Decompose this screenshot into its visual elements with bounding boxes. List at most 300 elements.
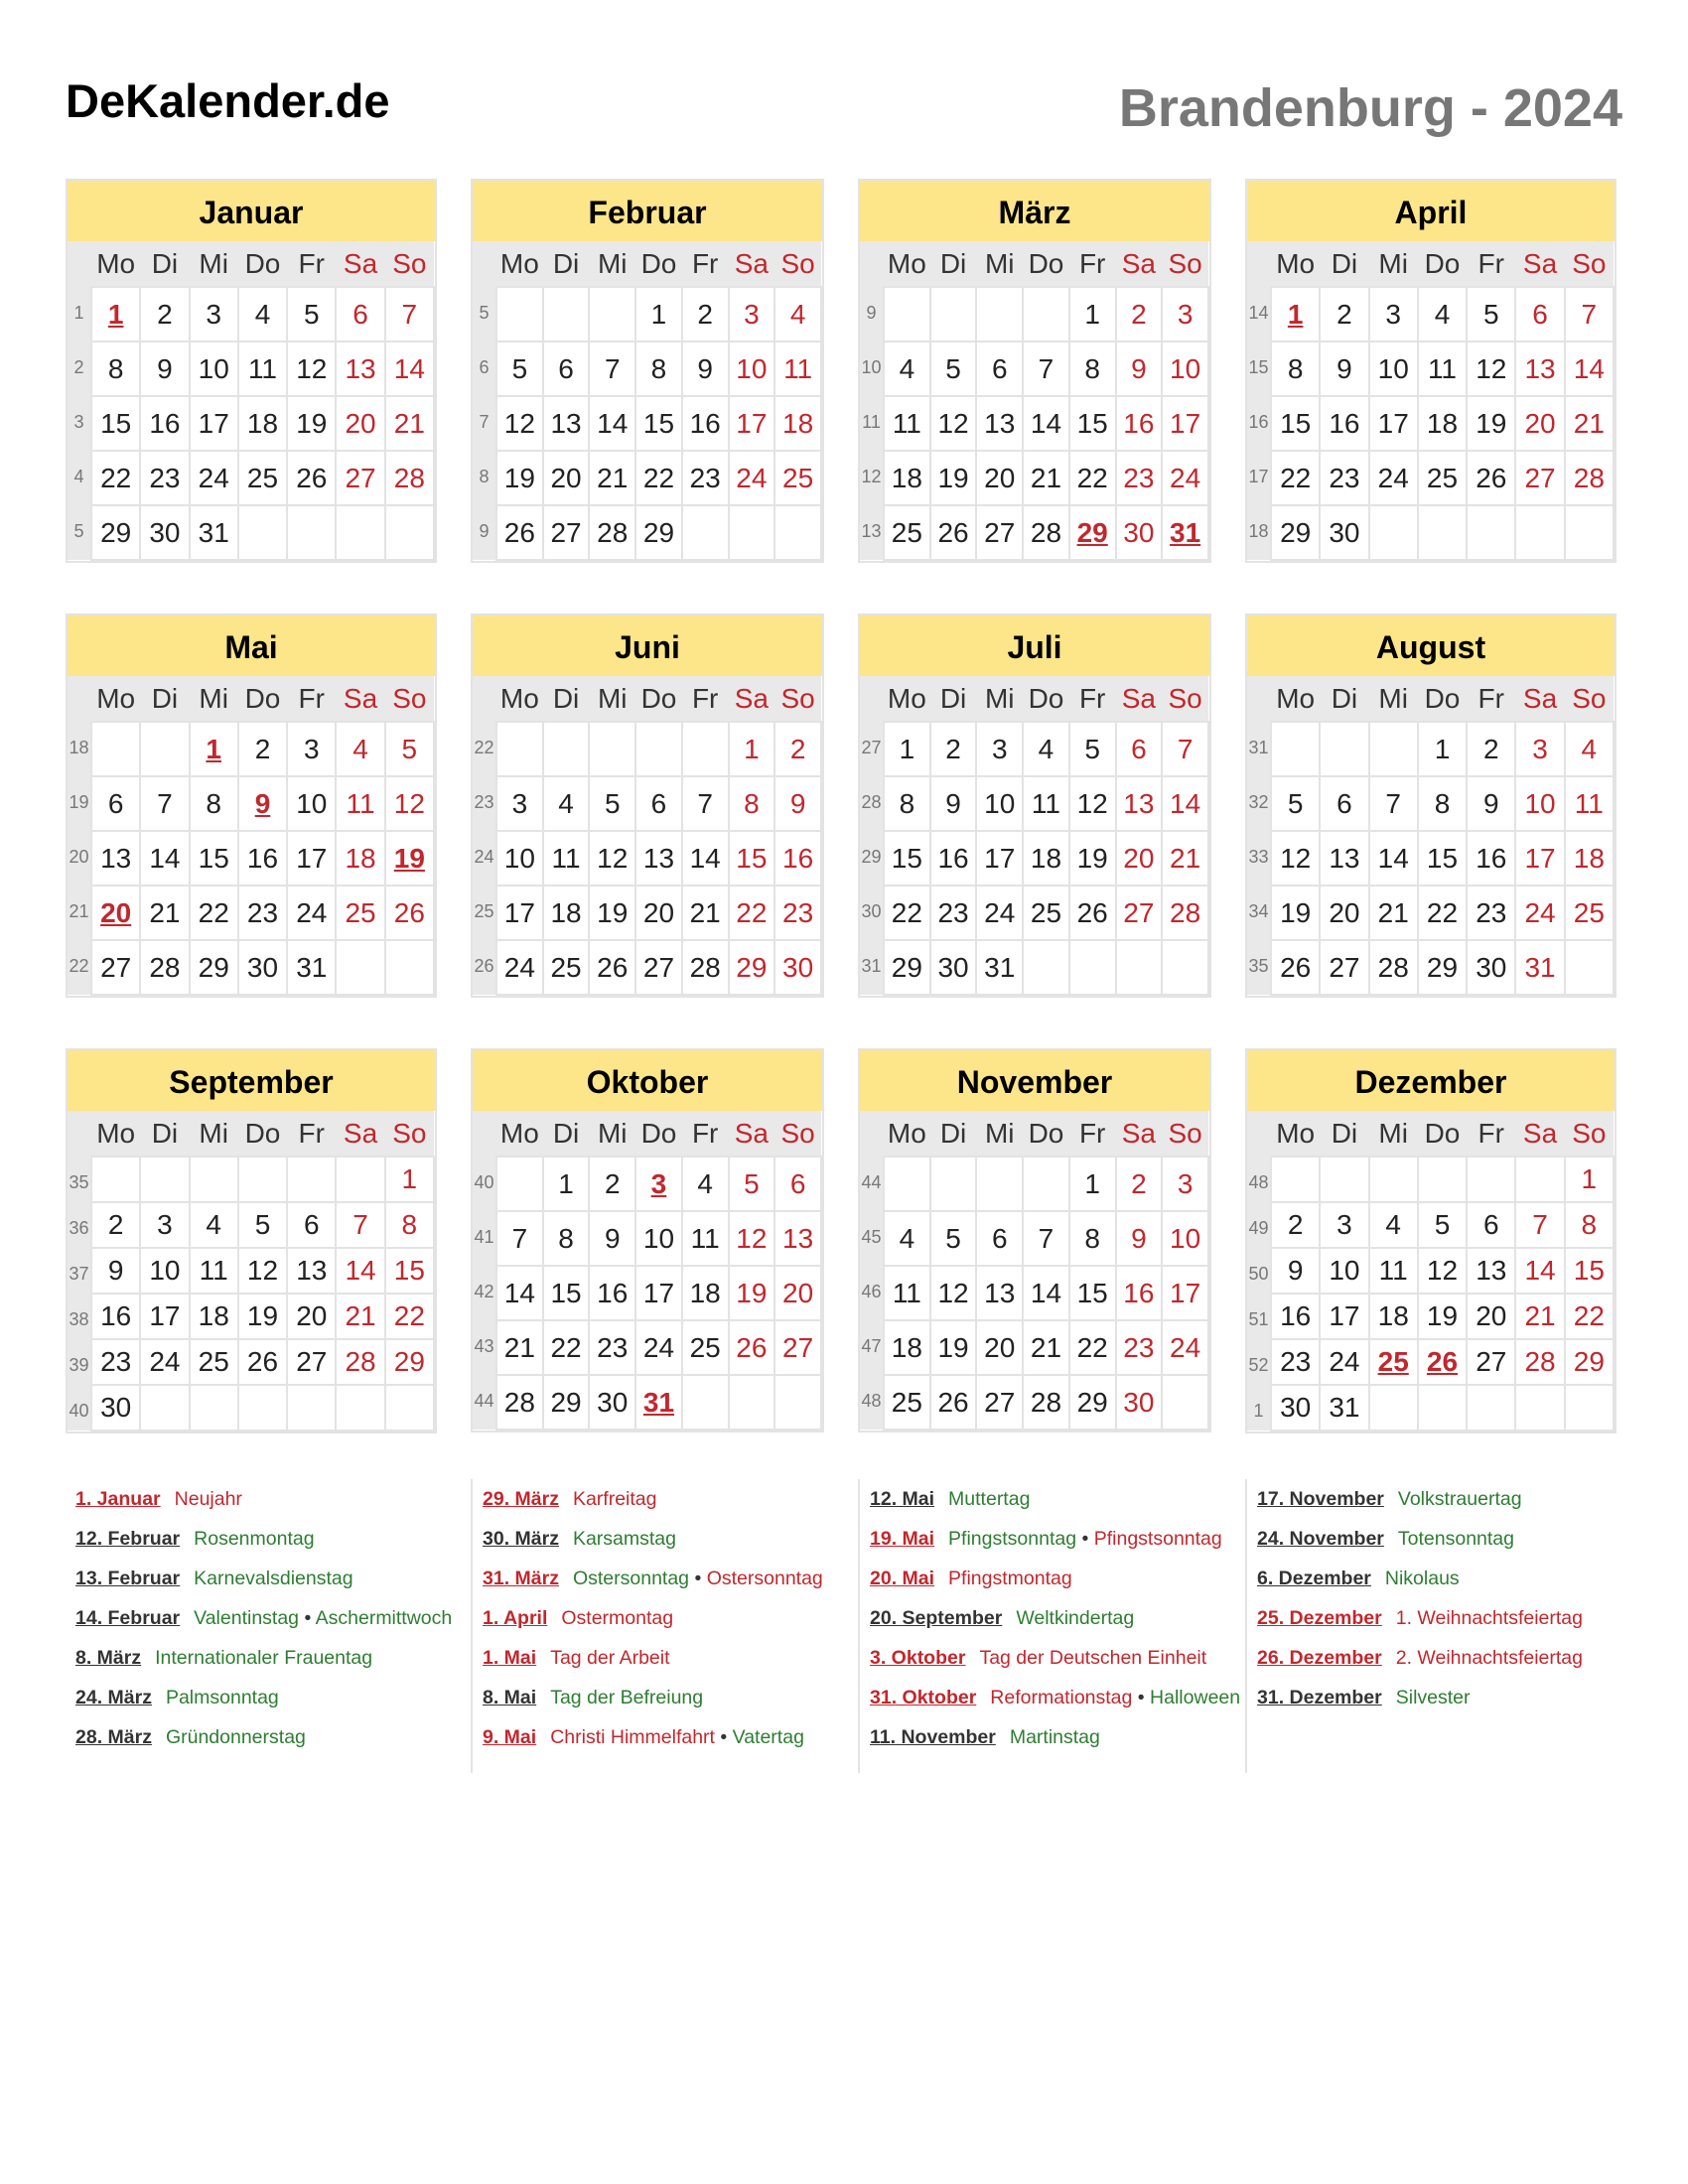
day-cell[interactable]: 29 [1069,1375,1116,1430]
day-cell[interactable]: 27 [635,940,682,995]
day-cell[interactable]: 5 [1418,1202,1467,1248]
holiday-date[interactable]: 28. März [75,1726,152,1748]
day-cell[interactable]: 26 [1467,451,1515,505]
day-cell[interactable]: 1 [635,287,682,341]
day-cell[interactable]: 18 [1565,831,1614,886]
day-cell[interactable]: 27 [1116,886,1163,940]
day-cell[interactable]: 29 [385,1339,434,1385]
day-cell[interactable]: 19 [1069,831,1116,886]
day-cell[interactable]: 27 [1320,940,1368,995]
day-cell[interactable]: 20 [1320,886,1368,940]
day-cell[interactable]: 25 [190,1339,238,1385]
day-cell[interactable]: 17 [1320,1294,1368,1339]
day-cell[interactable]: 13 [1515,341,1564,396]
day-cell[interactable]: 19 [930,451,977,505]
day-cell[interactable]: 6 [287,1202,336,1248]
day-cell[interactable]: 6 [91,776,140,831]
day-cell[interactable]: 13 [287,1248,336,1294]
day-cell[interactable]: 27 [543,505,590,560]
day-cell[interactable]: 14 [1515,1248,1564,1294]
day-cell[interactable]: 1 [1069,287,1116,341]
day-cell[interactable]: 13 [543,396,590,451]
day-cell[interactable]: 7 [140,776,189,831]
day-cell[interactable]: 16 [238,831,287,886]
day-cell[interactable]: 19 [385,831,434,886]
day-cell[interactable]: 17 [140,1294,189,1339]
day-cell[interactable]: 5 [1467,287,1515,341]
day-cell[interactable]: 17 [729,396,775,451]
day-cell[interactable]: 7 [336,1202,384,1248]
holiday-date[interactable]: 29. März [483,1488,559,1510]
day-cell[interactable]: 20 [1116,831,1163,886]
day-cell[interactable]: 21 [336,1294,384,1339]
day-cell[interactable]: 21 [1023,1320,1069,1375]
day-cell[interactable]: 5 [930,341,977,396]
day-cell[interactable]: 25 [682,1320,729,1375]
day-cell[interactable]: 19 [589,886,635,940]
day-cell[interactable]: 21 [682,886,729,940]
day-cell[interactable]: 18 [1418,396,1467,451]
day-cell[interactable]: 8 [1271,341,1320,396]
day-cell[interactable]: 7 [682,776,729,831]
day-cell[interactable]: 11 [884,1266,930,1320]
day-cell[interactable]: 6 [976,341,1023,396]
day-cell[interactable]: 23 [238,886,287,940]
day-cell[interactable]: 28 [496,1375,543,1430]
day-cell[interactable]: 14 [336,1248,384,1294]
day-cell[interactable]: 9 [1271,1248,1320,1294]
day-cell[interactable]: 4 [1565,722,1614,776]
day-cell[interactable]: 18 [774,396,821,451]
day-cell[interactable]: 29 [543,1375,590,1430]
day-cell[interactable]: 16 [682,396,729,451]
day-cell[interactable]: 3 [1320,1202,1368,1248]
day-cell[interactable]: 1 [190,722,238,776]
day-cell[interactable]: 16 [774,831,821,886]
day-cell[interactable]: 26 [1418,1339,1467,1385]
day-cell[interactable]: 21 [1369,886,1418,940]
holiday-date[interactable]: 13. Februar [75,1568,181,1589]
day-cell[interactable]: 1 [1271,287,1320,341]
day-cell[interactable]: 24 [1515,886,1564,940]
day-cell[interactable]: 8 [543,1211,590,1266]
day-cell[interactable]: 12 [1271,831,1320,886]
holiday-date[interactable]: 1. Mai [483,1647,537,1669]
day-cell[interactable]: 11 [884,396,930,451]
day-cell[interactable]: 18 [682,1266,729,1320]
day-cell[interactable]: 10 [1515,776,1564,831]
day-cell[interactable]: 11 [336,776,384,831]
day-cell[interactable]: 8 [729,776,775,831]
day-cell[interactable]: 19 [496,451,543,505]
day-cell[interactable]: 6 [1320,776,1368,831]
day-cell[interactable]: 26 [930,505,977,560]
day-cell[interactable]: 5 [1069,722,1116,776]
holiday-date[interactable]: 8. Mai [483,1687,537,1708]
day-cell[interactable]: 29 [91,505,140,560]
day-cell[interactable]: 25 [238,451,287,505]
day-cell[interactable]: 26 [287,451,336,505]
day-cell[interactable]: 29 [1271,505,1320,560]
day-cell[interactable]: 11 [1023,776,1069,831]
day-cell[interactable]: 12 [930,1266,977,1320]
day-cell[interactable]: 6 [635,776,682,831]
day-cell[interactable]: 8 [1069,1211,1116,1266]
holiday-date[interactable]: 9. Mai [483,1726,537,1748]
day-cell[interactable]: 3 [287,722,336,776]
day-cell[interactable]: 25 [543,940,590,995]
holiday-date[interactable]: 20. September [870,1607,1003,1629]
day-cell[interactable]: 25 [774,451,821,505]
day-cell[interactable]: 3 [1369,287,1418,341]
day-cell[interactable]: 11 [1418,341,1467,396]
day-cell[interactable]: 25 [336,886,384,940]
day-cell[interactable]: 7 [1565,287,1614,341]
day-cell[interactable]: 19 [1467,396,1515,451]
day-cell[interactable]: 4 [884,341,930,396]
day-cell[interactable]: 5 [729,1157,775,1211]
day-cell[interactable]: 20 [976,1320,1023,1375]
day-cell[interactable]: 6 [336,287,384,341]
day-cell[interactable]: 10 [287,776,336,831]
day-cell[interactable]: 14 [140,831,189,886]
day-cell[interactable]: 23 [1116,451,1163,505]
day-cell[interactable]: 29 [1069,505,1116,560]
day-cell[interactable]: 9 [1116,341,1163,396]
day-cell[interactable]: 2 [238,722,287,776]
holiday-date[interactable]: 6. Dezember [1257,1568,1371,1589]
day-cell[interactable]: 29 [884,940,930,995]
day-cell[interactable]: 2 [1271,1202,1320,1248]
holiday-date[interactable]: 1. Januar [75,1488,161,1510]
day-cell[interactable]: 30 [1116,505,1163,560]
day-cell[interactable]: 23 [140,451,189,505]
day-cell[interactable]: 11 [1565,776,1614,831]
day-cell[interactable]: 21 [385,396,434,451]
day-cell[interactable]: 4 [682,1157,729,1211]
holiday-date[interactable]: 1. April [483,1607,548,1629]
day-cell[interactable]: 3 [1515,722,1564,776]
day-cell[interactable]: 23 [930,886,977,940]
day-cell[interactable]: 23 [774,886,821,940]
day-cell[interactable]: 28 [1565,451,1614,505]
day-cell[interactable]: 12 [385,776,434,831]
day-cell[interactable]: 22 [190,886,238,940]
day-cell[interactable]: 18 [1369,1294,1418,1339]
day-cell[interactable]: 16 [1271,1294,1320,1339]
day-cell[interactable]: 26 [589,940,635,995]
day-cell[interactable]: 4 [543,776,590,831]
day-cell[interactable]: 28 [336,1339,384,1385]
day-cell[interactable]: 23 [682,451,729,505]
day-cell[interactable]: 19 [1418,1294,1467,1339]
day-cell[interactable]: 22 [1069,451,1116,505]
holiday-date[interactable]: 31. Dezember [1257,1687,1382,1708]
day-cell[interactable]: 2 [682,287,729,341]
day-cell[interactable]: 27 [336,451,384,505]
day-cell[interactable]: 7 [589,341,635,396]
day-cell[interactable]: 6 [543,341,590,396]
day-cell[interactable]: 21 [1565,396,1614,451]
day-cell[interactable]: 6 [1515,287,1564,341]
day-cell[interactable]: 23 [91,1339,140,1385]
day-cell[interactable]: 31 [1515,940,1564,995]
day-cell[interactable]: 27 [1467,1339,1515,1385]
day-cell[interactable]: 23 [1271,1339,1320,1385]
day-cell[interactable]: 27 [976,505,1023,560]
day-cell[interactable]: 11 [682,1211,729,1266]
day-cell[interactable]: 27 [774,1320,821,1375]
day-cell[interactable]: 22 [635,451,682,505]
day-cell[interactable]: 10 [1162,341,1208,396]
day-cell[interactable]: 28 [589,505,635,560]
day-cell[interactable]: 24 [976,886,1023,940]
day-cell[interactable]: 12 [930,396,977,451]
day-cell[interactable]: 14 [1565,341,1614,396]
day-cell[interactable]: 12 [1467,341,1515,396]
day-cell[interactable]: 24 [1162,451,1208,505]
day-cell[interactable]: 11 [190,1248,238,1294]
day-cell[interactable]: 9 [682,341,729,396]
day-cell[interactable]: 11 [543,831,590,886]
day-cell[interactable]: 25 [884,1375,930,1430]
day-cell[interactable]: 24 [190,451,238,505]
day-cell[interactable]: 7 [1162,722,1208,776]
day-cell[interactable]: 26 [1271,940,1320,995]
day-cell[interactable]: 20 [287,1294,336,1339]
day-cell[interactable]: 21 [1515,1294,1564,1339]
day-cell[interactable]: 1 [884,722,930,776]
day-cell[interactable]: 19 [930,1320,977,1375]
day-cell[interactable]: 15 [543,1266,590,1320]
day-cell[interactable]: 17 [1515,831,1564,886]
day-cell[interactable]: 28 [385,451,434,505]
day-cell[interactable]: 4 [1418,287,1467,341]
day-cell[interactable]: 19 [729,1266,775,1320]
day-cell[interactable]: 31 [1162,505,1208,560]
day-cell[interactable]: 9 [1320,341,1368,396]
day-cell[interactable]: 8 [91,341,140,396]
day-cell[interactable]: 9 [1467,776,1515,831]
day-cell[interactable]: 4 [774,287,821,341]
day-cell[interactable]: 21 [140,886,189,940]
day-cell[interactable]: 10 [729,341,775,396]
day-cell[interactable]: 25 [1418,451,1467,505]
day-cell[interactable]: 3 [140,1202,189,1248]
day-cell[interactable]: 24 [287,886,336,940]
day-cell[interactable]: 29 [190,940,238,995]
day-cell[interactable]: 30 [930,940,977,995]
day-cell[interactable]: 22 [543,1320,590,1375]
day-cell[interactable]: 18 [884,1320,930,1375]
day-cell[interactable]: 2 [140,287,189,341]
day-cell[interactable]: 14 [1162,776,1208,831]
day-cell[interactable]: 9 [238,776,287,831]
holiday-date[interactable]: 26. Dezember [1257,1647,1382,1669]
day-cell[interactable]: 1 [1418,722,1467,776]
day-cell[interactable]: 12 [589,831,635,886]
day-cell[interactable]: 11 [1369,1248,1418,1294]
day-cell[interactable]: 28 [1515,1339,1564,1385]
day-cell[interactable]: 31 [190,505,238,560]
holiday-date[interactable]: 11. November [870,1726,996,1748]
day-cell[interactable]: 24 [496,940,543,995]
day-cell[interactable]: 30 [1116,1375,1163,1430]
day-cell[interactable]: 13 [1467,1248,1515,1294]
day-cell[interactable]: 31 [1320,1385,1368,1431]
day-cell[interactable]: 30 [238,940,287,995]
day-cell[interactable]: 28 [1023,1375,1069,1430]
day-cell[interactable]: 26 [1069,886,1116,940]
day-cell[interactable]: 17 [1162,396,1208,451]
day-cell[interactable]: 17 [976,831,1023,886]
day-cell[interactable]: 12 [1418,1248,1467,1294]
day-cell[interactable]: 16 [1116,1266,1163,1320]
day-cell[interactable]: 30 [1320,505,1368,560]
day-cell[interactable]: 2 [1116,1157,1163,1211]
day-cell[interactable]: 29 [1418,940,1467,995]
day-cell[interactable]: 16 [589,1266,635,1320]
day-cell[interactable]: 10 [976,776,1023,831]
day-cell[interactable]: 16 [140,396,189,451]
day-cell[interactable]: 5 [589,776,635,831]
day-cell[interactable]: 13 [336,341,384,396]
day-cell[interactable]: 30 [91,1385,140,1431]
day-cell[interactable]: 24 [729,451,775,505]
day-cell[interactable]: 24 [1369,451,1418,505]
day-cell[interactable]: 28 [1369,940,1418,995]
day-cell[interactable]: 8 [1418,776,1467,831]
day-cell[interactable]: 22 [729,886,775,940]
day-cell[interactable]: 23 [1467,886,1515,940]
day-cell[interactable]: 13 [976,1266,1023,1320]
day-cell[interactable]: 4 [1369,1202,1418,1248]
day-cell[interactable]: 1 [729,722,775,776]
day-cell[interactable]: 7 [385,287,434,341]
day-cell[interactable]: 29 [729,940,775,995]
day-cell[interactable]: 22 [1418,886,1467,940]
day-cell[interactable]: 22 [1565,1294,1614,1339]
day-cell[interactable]: 13 [91,831,140,886]
day-cell[interactable]: 7 [496,1211,543,1266]
holiday-date[interactable]: 25. Dezember [1257,1607,1382,1629]
day-cell[interactable]: 14 [682,831,729,886]
day-cell[interactable]: 21 [496,1320,543,1375]
day-cell[interactable]: 4 [238,287,287,341]
day-cell[interactable]: 3 [496,776,543,831]
day-cell[interactable]: 30 [1467,940,1515,995]
day-cell[interactable]: 24 [1320,1339,1368,1385]
day-cell[interactable]: 31 [976,940,1023,995]
day-cell[interactable]: 17 [287,831,336,886]
day-cell[interactable]: 18 [238,396,287,451]
day-cell[interactable]: 10 [635,1211,682,1266]
day-cell[interactable]: 3 [635,1157,682,1211]
day-cell[interactable]: 9 [1116,1211,1163,1266]
day-cell[interactable]: 31 [635,1375,682,1430]
day-cell[interactable]: 6 [976,1211,1023,1266]
holiday-date[interactable]: 24. November [1257,1528,1384,1550]
day-cell[interactable]: 20 [1467,1294,1515,1339]
day-cell[interactable]: 13 [635,831,682,886]
day-cell[interactable]: 23 [589,1320,635,1375]
day-cell[interactable]: 8 [1069,341,1116,396]
day-cell[interactable]: 15 [884,831,930,886]
day-cell[interactable]: 20 [774,1266,821,1320]
day-cell[interactable]: 31 [287,940,336,995]
day-cell[interactable]: 10 [1162,1211,1208,1266]
day-cell[interactable]: 5 [385,722,434,776]
day-cell[interactable]: 17 [1369,396,1418,451]
day-cell[interactable]: 10 [190,341,238,396]
day-cell[interactable]: 16 [1320,396,1368,451]
day-cell[interactable]: 18 [190,1294,238,1339]
holiday-date[interactable]: 12. Mai [870,1488,935,1510]
day-cell[interactable]: 5 [930,1211,977,1266]
day-cell[interactable]: 1 [543,1157,590,1211]
day-cell[interactable]: 22 [884,886,930,940]
day-cell[interactable]: 15 [1565,1248,1614,1294]
day-cell[interactable]: 28 [682,940,729,995]
day-cell[interactable]: 8 [884,776,930,831]
day-cell[interactable]: 6 [774,1157,821,1211]
day-cell[interactable]: 12 [287,341,336,396]
day-cell[interactable]: 24 [140,1339,189,1385]
day-cell[interactable]: 4 [884,1211,930,1266]
day-cell[interactable]: 14 [385,341,434,396]
day-cell[interactable]: 15 [1271,396,1320,451]
day-cell[interactable]: 5 [238,1202,287,1248]
day-cell[interactable]: 9 [140,341,189,396]
day-cell[interactable]: 5 [1271,776,1320,831]
day-cell[interactable]: 4 [190,1202,238,1248]
day-cell[interactable]: 25 [1023,886,1069,940]
day-cell[interactable]: 14 [589,396,635,451]
day-cell[interactable]: 2 [1320,287,1368,341]
day-cell[interactable]: 27 [976,1375,1023,1430]
day-cell[interactable]: 15 [635,396,682,451]
day-cell[interactable]: 5 [287,287,336,341]
day-cell[interactable]: 20 [635,886,682,940]
day-cell[interactable]: 6 [1467,1202,1515,1248]
day-cell[interactable]: 18 [1023,831,1069,886]
day-cell[interactable]: 15 [1069,1266,1116,1320]
day-cell[interactable]: 12 [1069,776,1116,831]
day-cell[interactable]: 1 [1565,1157,1614,1202]
day-cell[interactable]: 2 [589,1157,635,1211]
day-cell[interactable]: 2 [1467,722,1515,776]
day-cell[interactable]: 17 [635,1266,682,1320]
day-cell[interactable]: 22 [1271,451,1320,505]
day-cell[interactable]: 4 [336,722,384,776]
day-cell[interactable]: 14 [1369,831,1418,886]
holiday-date[interactable]: 14. Februar [75,1607,181,1629]
day-cell[interactable]: 7 [1515,1202,1564,1248]
day-cell[interactable]: 29 [635,505,682,560]
day-cell[interactable]: 10 [496,831,543,886]
day-cell[interactable]: 1 [1069,1157,1116,1211]
day-cell[interactable]: 20 [1515,396,1564,451]
holiday-date[interactable]: 19. Mai [870,1528,935,1550]
day-cell[interactable]: 22 [1069,1320,1116,1375]
day-cell[interactable]: 5 [496,341,543,396]
day-cell[interactable]: 9 [774,776,821,831]
day-cell[interactable]: 13 [774,1211,821,1266]
day-cell[interactable]: 7 [1023,341,1069,396]
day-cell[interactable]: 8 [385,1202,434,1248]
day-cell[interactable]: 21 [1023,451,1069,505]
day-cell[interactable]: 25 [1369,1339,1418,1385]
